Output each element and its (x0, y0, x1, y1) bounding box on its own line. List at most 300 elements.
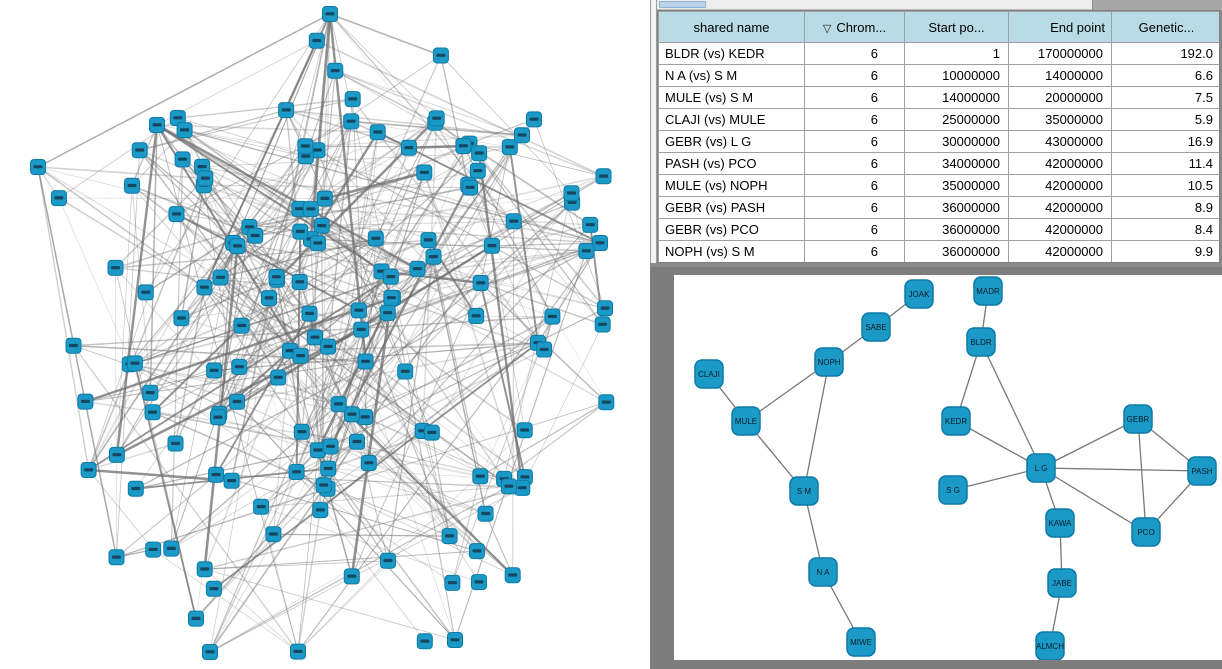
network-node[interactable] (484, 238, 499, 253)
network-node[interactable] (206, 581, 221, 596)
network-node[interactable] (517, 423, 532, 438)
network-node[interactable] (293, 348, 308, 363)
table-cell[interactable]: 36000000 (905, 241, 1009, 263)
node-label (297, 430, 306, 433)
network-node[interactable] (321, 461, 336, 476)
table-cell[interactable]: PASH (vs) PCO (659, 153, 805, 175)
network-node-SM[interactable] (790, 477, 818, 505)
network-node-GEBR[interactable] (1124, 405, 1152, 433)
network-node[interactable] (109, 550, 124, 565)
network-node[interactable] (599, 395, 614, 410)
table-row[interactable] (659, 43, 1221, 65)
network-node[interactable] (132, 143, 147, 158)
network-node[interactable] (269, 270, 284, 285)
col-header-shared-name[interactable] (659, 12, 805, 43)
network-edge (116, 268, 117, 557)
network-node[interactable] (361, 456, 376, 471)
table-cell[interactable]: 6 (805, 43, 905, 65)
node-label (326, 445, 335, 448)
network-node[interactable] (316, 478, 331, 493)
network-node[interactable] (81, 463, 96, 478)
network-node[interactable] (383, 269, 398, 284)
table-cell[interactable]: 36000000 (905, 197, 1009, 219)
network-node-ALMCH[interactable] (1036, 632, 1064, 660)
network-node[interactable] (421, 233, 436, 248)
network-node[interactable] (293, 224, 308, 239)
node-label (301, 144, 310, 147)
table-cell[interactable]: 9.9 (1112, 241, 1221, 263)
table-cell[interactable]: 25000000 (905, 109, 1009, 131)
node-label: NOPH (817, 358, 841, 367)
network-node[interactable] (198, 171, 213, 186)
table-cell[interactable]: 5.9 (1112, 109, 1221, 131)
right-region (650, 0, 1222, 669)
network-node[interactable] (350, 434, 365, 449)
network-node[interactable] (197, 280, 212, 295)
network-node[interactable] (230, 239, 245, 254)
network-node[interactable] (506, 214, 521, 229)
network-node[interactable] (354, 322, 369, 337)
network-node[interactable] (593, 236, 608, 251)
network-node[interactable] (344, 569, 359, 584)
table-cell[interactable]: 20000000 (1009, 87, 1112, 109)
table-cell[interactable]: GEBR (vs) PCO (659, 219, 805, 241)
network-node[interactable] (317, 191, 332, 206)
network-node[interactable] (345, 92, 360, 107)
node-label (200, 286, 209, 289)
node-label (384, 559, 393, 562)
network-node[interactable] (232, 359, 247, 374)
node-label (504, 485, 513, 488)
table-cell[interactable]: 6 (805, 175, 905, 197)
network-node[interactable] (207, 363, 222, 378)
column-label: shared name (693, 19, 770, 35)
node-label (326, 12, 335, 15)
node-label (311, 336, 320, 339)
node-label (530, 118, 539, 121)
node-label (429, 255, 438, 258)
network-node[interactable] (583, 217, 598, 232)
table-cell[interactable]: CLAJI (vs) MULE (659, 109, 805, 131)
network-node-CLAJI[interactable] (695, 360, 723, 388)
node-label (540, 348, 549, 351)
network-node[interactable] (302, 306, 317, 321)
network-node[interactable] (598, 301, 613, 316)
table-cell[interactable]: MULE (vs) NOPH (659, 175, 805, 197)
network-node[interactable] (344, 114, 359, 129)
network-node[interactable] (271, 370, 286, 385)
table-cell[interactable]: 35000000 (1009, 109, 1112, 131)
network-node[interactable] (78, 394, 93, 409)
network-node[interactable] (473, 276, 488, 291)
col-header-chrom---[interactable] (805, 12, 905, 43)
node-label (568, 201, 577, 204)
table-cell[interactable]: 36000000 (905, 219, 1009, 241)
table-row[interactable] (659, 197, 1221, 219)
filter-icon[interactable]: ▽ (822, 22, 832, 35)
node-label: N A (816, 568, 830, 577)
network-node[interactable] (310, 236, 325, 251)
network-node[interactable] (125, 178, 140, 193)
network-edge-GEBR-PCO[interactable] (1138, 419, 1146, 532)
network-node[interactable] (291, 644, 306, 659)
table-cell[interactable]: GEBR (vs) PASH (659, 197, 805, 219)
network-edge-NOPH-SM[interactable] (804, 362, 829, 491)
network-edge-LG-PASH[interactable] (1041, 468, 1202, 471)
network-node[interactable] (189, 611, 204, 626)
table-cell[interactable]: 43000000 (1009, 131, 1112, 153)
network-node[interactable] (424, 425, 439, 440)
table-cell[interactable]: 42000000 (1009, 175, 1112, 197)
network-node-LG[interactable] (1027, 454, 1055, 482)
node-label (306, 207, 315, 210)
network-node[interactable] (433, 48, 448, 63)
node-label (598, 323, 607, 326)
network-node[interactable] (303, 202, 318, 217)
node-label (312, 39, 321, 42)
node-label (373, 130, 382, 133)
network-node[interactable] (579, 244, 594, 259)
node-label (602, 401, 611, 404)
node-label (466, 186, 475, 189)
table-cell[interactable]: 8.4 (1112, 219, 1221, 241)
network-node[interactable] (314, 218, 329, 233)
network-node[interactable] (417, 165, 432, 180)
network-node[interactable] (209, 467, 224, 482)
network-node[interactable] (442, 529, 457, 544)
network-node[interactable] (266, 527, 281, 542)
node-label (112, 556, 121, 559)
network-node-JOAK[interactable] (905, 280, 933, 308)
network-node[interactable] (211, 410, 226, 425)
node-label (472, 549, 481, 552)
node-label (257, 505, 266, 508)
network-node[interactable] (31, 160, 46, 175)
network-edge-BLDR-LG[interactable] (981, 342, 1041, 468)
network-node[interactable] (169, 207, 184, 222)
node-label (178, 158, 187, 161)
node-label (313, 148, 322, 151)
network-edge (38, 167, 205, 178)
table-row[interactable] (659, 131, 1221, 153)
network-node[interactable] (368, 231, 383, 246)
table-cell[interactable]: 10.5 (1112, 175, 1221, 197)
column-label: End point (1050, 19, 1105, 35)
node-label (130, 362, 139, 365)
network-node[interactable] (351, 303, 366, 318)
node-label (601, 307, 610, 310)
network-node[interactable] (174, 311, 189, 326)
table-row[interactable] (659, 87, 1221, 109)
node-label (476, 281, 485, 284)
network-node[interactable] (138, 285, 153, 300)
node-label (112, 453, 121, 456)
node-label: MADR (976, 287, 1000, 296)
network-node[interactable] (145, 405, 160, 420)
network-node[interactable] (472, 575, 487, 590)
node-label (520, 475, 529, 478)
node-label (269, 532, 278, 535)
node-label (353, 440, 362, 443)
node-label (424, 238, 433, 241)
col-header-end-point[interactable] (1009, 12, 1112, 43)
network-node[interactable] (323, 7, 338, 22)
network-node[interactable] (595, 317, 610, 332)
small-network-viewport (674, 275, 1222, 660)
node-label (214, 416, 223, 419)
table-cell[interactable]: 42000000 (1009, 219, 1112, 241)
network-node[interactable] (292, 275, 307, 290)
network-node-NOPH[interactable] (815, 348, 843, 376)
network-node[interactable] (146, 542, 161, 557)
network-node-JABE[interactable] (1048, 569, 1076, 597)
network-node[interactable] (128, 481, 143, 496)
node-label (316, 508, 325, 511)
table-row[interactable] (659, 65, 1221, 87)
node-label (216, 276, 225, 279)
network-node[interactable] (321, 339, 336, 354)
network-node[interactable] (370, 125, 385, 140)
node-label: S M (796, 487, 812, 496)
network-node[interactable] (177, 123, 192, 138)
table-row[interactable] (659, 241, 1221, 263)
node-label (135, 148, 144, 151)
network-node[interactable] (328, 63, 343, 78)
network-edge (261, 486, 509, 506)
network-node[interactable] (224, 473, 239, 488)
node-label (404, 146, 413, 149)
network-node[interactable] (478, 506, 493, 521)
node-label (131, 487, 140, 490)
table-cell[interactable]: NOPH (vs) S M (659, 241, 805, 263)
node-label (586, 223, 595, 226)
network-node[interactable] (417, 634, 432, 649)
table-cell[interactable]: 6 (805, 109, 905, 131)
node-label (233, 400, 242, 403)
table-cell[interactable]: 6 (805, 241, 905, 263)
network-node[interactable] (515, 128, 530, 143)
network-node-BLDR[interactable] (967, 328, 995, 356)
network-node[interactable] (596, 169, 611, 184)
network-node-KAWA[interactable] (1046, 509, 1074, 537)
network-node[interactable] (108, 260, 123, 275)
network-node[interactable] (234, 318, 249, 333)
network-node[interactable] (248, 228, 263, 243)
network-node[interactable] (203, 645, 218, 660)
network-node[interactable] (545, 309, 560, 324)
network-node[interactable] (175, 152, 190, 167)
node-label (476, 475, 485, 478)
node-label (475, 580, 484, 583)
node-label: PASH (1191, 467, 1213, 476)
node-label (508, 573, 517, 576)
node-label (361, 415, 370, 418)
network-node[interactable] (230, 394, 245, 409)
table-cell[interactable]: 42000000 (1009, 153, 1112, 175)
node-label (520, 428, 529, 431)
table-row[interactable] (659, 109, 1221, 131)
col-header-start-po---[interactable] (905, 12, 1009, 43)
network-node[interactable] (254, 499, 269, 514)
network-node[interactable] (294, 424, 309, 439)
network-node[interactable] (470, 163, 485, 178)
node-label (361, 360, 370, 363)
network-node-SABE[interactable] (862, 313, 890, 341)
node-label: CLAJI (698, 370, 720, 379)
table-cell[interactable]: 14000000 (905, 87, 1009, 109)
network-node[interactable] (384, 290, 399, 305)
node-label: KAWA (1048, 519, 1072, 528)
table-cell[interactable]: 6 (805, 197, 905, 219)
node-label (301, 155, 310, 158)
network-node[interactable] (463, 180, 478, 195)
network-node[interactable] (51, 191, 66, 206)
network-node-MIWE[interactable] (847, 628, 875, 656)
panel-splitter[interactable] (650, 0, 657, 263)
node-label (371, 237, 380, 240)
table-cell[interactable]: 170000000 (1009, 43, 1112, 65)
table-cell[interactable]: 35000000 (905, 175, 1009, 197)
small-network-canvas[interactable] (674, 275, 1222, 660)
network-node[interactable] (398, 364, 413, 379)
node-label (192, 617, 201, 620)
table-row[interactable] (659, 175, 1221, 197)
node-label (387, 296, 396, 299)
network-node[interactable] (448, 633, 463, 648)
table-row[interactable] (659, 219, 1221, 241)
node-label: JOAK (908, 290, 930, 299)
network-node[interactable] (309, 33, 324, 48)
table-cell[interactable]: 30000000 (905, 131, 1009, 153)
table-cell[interactable]: 6 (805, 87, 905, 109)
network-node-NA[interactable] (809, 558, 837, 586)
table-cell[interactable]: N A (vs) S M (659, 65, 805, 87)
network-node[interactable] (445, 575, 460, 590)
network-node[interactable] (515, 480, 530, 495)
network-node[interactable] (456, 139, 471, 154)
network-node-PCO[interactable] (1132, 518, 1160, 546)
node-label (386, 275, 395, 278)
network-node[interactable] (298, 139, 313, 154)
node-label (212, 473, 221, 476)
node-label (427, 431, 436, 434)
network-node[interactable] (66, 338, 81, 353)
table-cell[interactable]: BLDR (vs) KEDR (659, 43, 805, 65)
node-label (233, 244, 242, 247)
table-cell[interactable]: 6 (805, 153, 905, 175)
network-node[interactable] (472, 146, 487, 161)
network-node[interactable] (289, 465, 304, 480)
table-cell[interactable]: MULE (vs) S M (659, 87, 805, 109)
node-label (153, 123, 162, 126)
table-cell[interactable]: 42000000 (1009, 241, 1112, 263)
network-node[interactable] (345, 407, 360, 422)
scrollbar-thumb[interactable] (659, 1, 706, 8)
table-cell[interactable]: 11.4 (1112, 153, 1221, 175)
network-node-KEDR[interactable] (942, 407, 970, 435)
network-node[interactable] (527, 112, 542, 127)
table-cell[interactable]: 1 (905, 43, 1009, 65)
node-label (295, 280, 304, 283)
network-node[interactable] (501, 479, 516, 494)
node-label: GEBR (1126, 415, 1150, 424)
network-node[interactable] (197, 562, 212, 577)
table-header-row (659, 12, 1221, 43)
table-cell[interactable]: GEBR (vs) L G (659, 131, 805, 153)
network-node[interactable] (213, 270, 228, 285)
network-node[interactable] (127, 356, 142, 371)
table-cell[interactable]: 6 (805, 219, 905, 241)
network-node[interactable] (537, 342, 552, 357)
network-node[interactable] (380, 305, 395, 320)
network-node-PASH[interactable] (1188, 457, 1216, 485)
network-node[interactable] (150, 118, 165, 133)
network-node[interactable] (564, 186, 579, 201)
network-node[interactable] (429, 111, 444, 126)
node-label: L G (1034, 464, 1048, 473)
network-node[interactable] (358, 354, 373, 369)
network-node-MADR[interactable] (974, 277, 1002, 305)
network-node[interactable] (313, 503, 328, 518)
network-node[interactable] (426, 249, 441, 264)
network-node[interactable] (473, 469, 488, 484)
col-header-genetic---[interactable] (1112, 12, 1221, 43)
table-cell[interactable]: 10000000 (905, 65, 1009, 87)
node-label (198, 165, 207, 168)
network-node[interactable] (143, 385, 158, 400)
table-horizontal-scrollbar[interactable] (650, 0, 1222, 10)
network-node[interactable] (410, 261, 425, 276)
node-label (509, 220, 518, 223)
table-cell[interactable]: 192.0 (1112, 43, 1221, 65)
table-cell[interactable]: 42000000 (1009, 197, 1112, 219)
table-cell[interactable]: 6.6 (1112, 65, 1221, 87)
node-label (317, 224, 326, 227)
network-node[interactable] (469, 309, 484, 324)
network-node[interactable] (323, 439, 338, 454)
network-node[interactable] (331, 397, 346, 412)
network-node[interactable] (168, 436, 183, 451)
table-cell[interactable]: 34000000 (905, 153, 1009, 175)
network-node-MULE[interactable] (732, 407, 760, 435)
network-node[interactable] (262, 291, 277, 306)
network-node[interactable] (505, 568, 520, 583)
node-label (357, 328, 366, 331)
table-cell[interactable]: 8.9 (1112, 197, 1221, 219)
node-label (567, 191, 576, 194)
table-cell[interactable]: 7.5 (1112, 87, 1221, 109)
table-cell[interactable]: 16.9 (1112, 131, 1221, 153)
node-label (81, 400, 90, 403)
node-label (272, 275, 281, 278)
network-node[interactable] (279, 103, 294, 118)
node-label (209, 587, 218, 590)
table-row[interactable] (659, 153, 1221, 175)
network-node[interactable] (401, 140, 416, 155)
network-node[interactable] (164, 541, 179, 556)
node-label (420, 171, 429, 174)
network-node[interactable] (381, 553, 396, 568)
table-cell[interactable]: 6 (805, 131, 905, 153)
network-node[interactable] (469, 544, 484, 559)
table-cell[interactable]: 14000000 (1009, 65, 1112, 87)
node-label (445, 534, 454, 537)
network-node-SG[interactable] (939, 476, 967, 504)
node-label (599, 175, 608, 178)
network-node[interactable] (109, 447, 124, 462)
table-cell[interactable]: 6 (805, 65, 905, 87)
node-label: SABE (865, 323, 887, 332)
